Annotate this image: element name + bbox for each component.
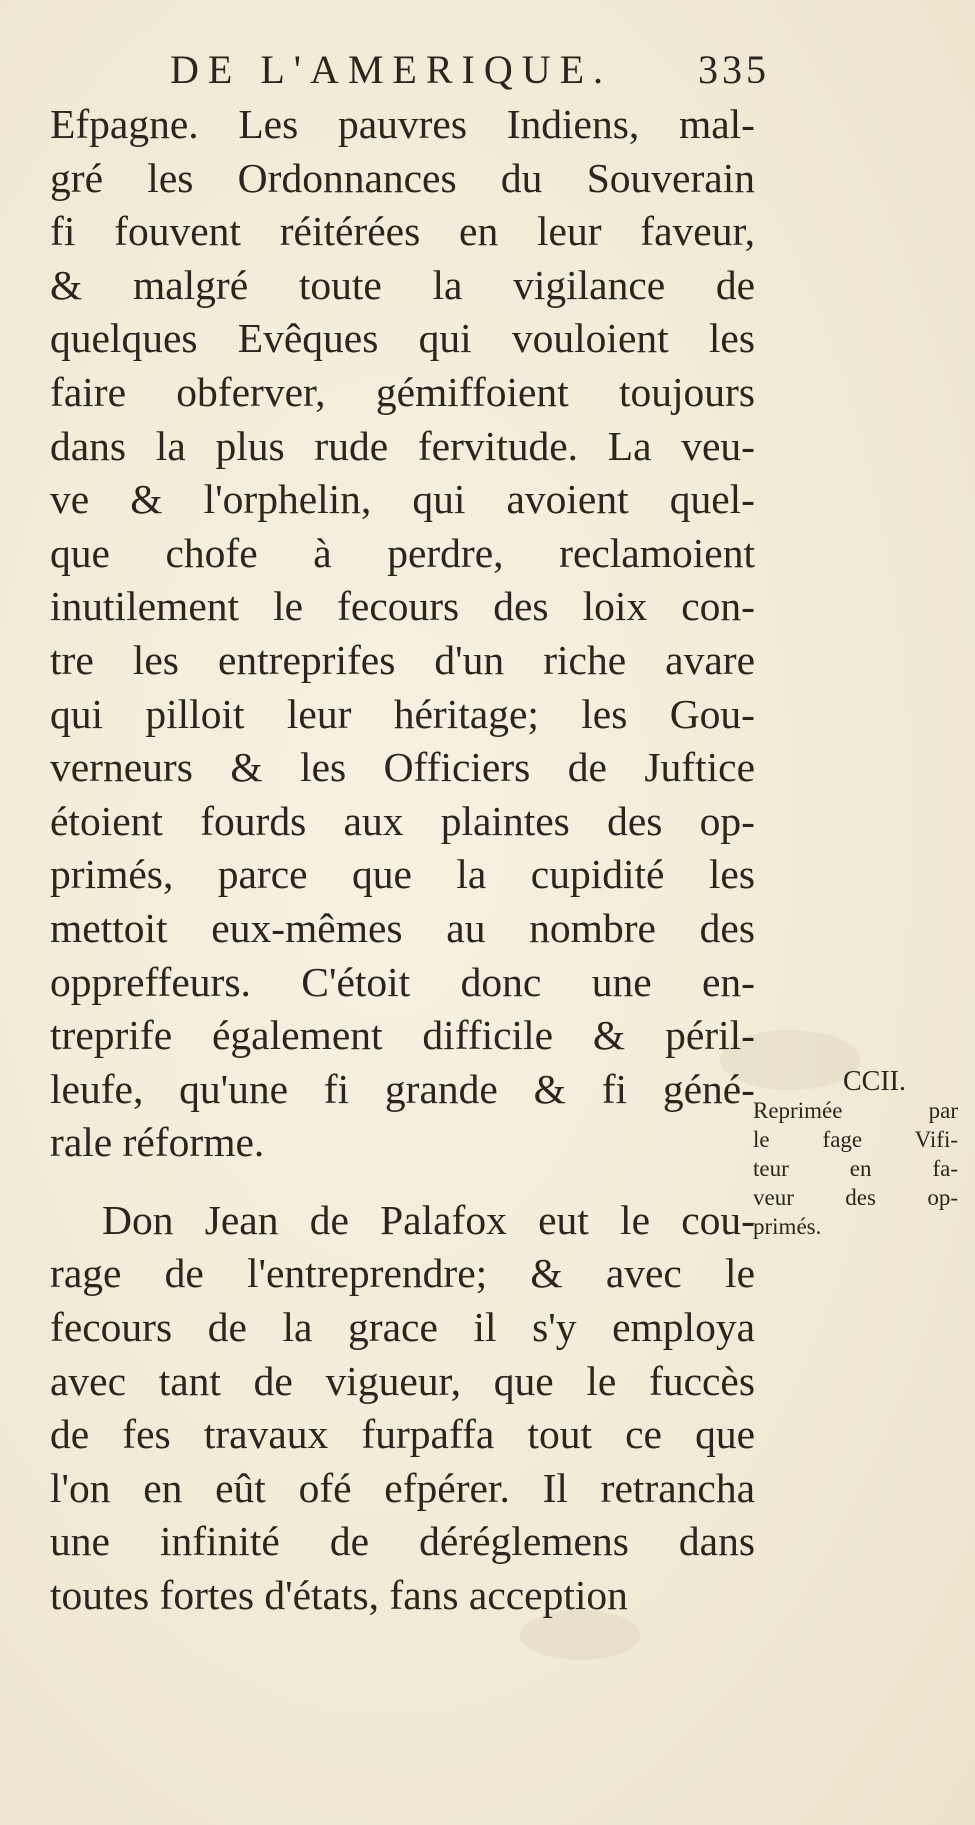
text-line: toutes fortes d'états, fans acception <box>50 1572 628 1619</box>
text-line: & malgré toute la vigilance de <box>50 261 755 308</box>
marginal-note-line: primés. <box>753 1214 822 1239</box>
text-line: l'on en eût ofé efpérer. Il retrancha <box>50 1464 755 1511</box>
text-line: fecours de la grace il s'y employa <box>50 1304 755 1351</box>
text-line: rale réforme. <box>50 1119 265 1166</box>
text-line: leufe, qu'une fi grande & fi géné- <box>50 1065 755 1112</box>
marginal-note-line: veur des op- <box>753 1185 958 1210</box>
page-number: 335 <box>698 47 770 92</box>
text-line: de fes travaux furpaffa tout ce que <box>50 1411 755 1458</box>
text-line: rage de l'entreprendre; & avec le <box>50 1250 755 1297</box>
running-title: DE L'AMERIQUE. <box>170 47 613 92</box>
text-line: tre les entreprifes d'un riche avare <box>50 636 755 683</box>
text-line: mettoit eux-mêmes au nombre des <box>50 904 755 951</box>
text-line: verneurs & les Officiers de Juftice <box>50 744 755 791</box>
marginal-note <box>753 1068 958 1241</box>
text-line: dans la plus rude fervitude. La veu- <box>50 422 755 469</box>
body-text <box>50 98 755 1623</box>
text-line: gré les Ordonnances du Souverain <box>50 154 755 201</box>
text-line: treprife également difficile & péril- <box>50 1012 755 1059</box>
text-line: quelques Evêques qui vouloient les <box>50 315 755 362</box>
text-line: Efpagne. Les pauvres Indiens, mal- <box>50 101 755 147</box>
marginal-note-line: le fage Vifi- <box>753 1127 958 1152</box>
text-line: fi fouvent réitérées en leur faveur, <box>50 208 755 255</box>
marginal-note-number: CCII. <box>843 1066 906 1097</box>
text-line: Don Jean de Palafox eut le cou- <box>102 1196 755 1243</box>
text-line: une infinité de déréglemens dans <box>50 1518 755 1565</box>
text-line: étoient fourds aux plaintes des op- <box>50 797 755 844</box>
text-line: ve & l'orphelin, qui avoient quel- <box>50 476 755 523</box>
text-line: avec tant de vigueur, que le fuccès <box>50 1357 755 1404</box>
text-line: inutilement le fecours des loix con- <box>50 583 755 630</box>
text-line: oppreffeurs. C'étoit donc une en- <box>50 958 755 1005</box>
text-line: faire obferver, gémiffoient toujours <box>50 368 755 415</box>
marginal-note-line: Reprimée par <box>753 1098 958 1123</box>
marginal-note-line: teur en fa- <box>753 1156 958 1181</box>
paragraph-gap <box>50 1170 755 1194</box>
text-line: que chofe à perdre, reclamoient <box>50 529 755 576</box>
text-line: primés, parce que la cupidité les <box>50 851 755 898</box>
text-line: qui pilloit leur héritage; les Gou- <box>50 690 755 737</box>
running-head <box>150 40 770 100</box>
